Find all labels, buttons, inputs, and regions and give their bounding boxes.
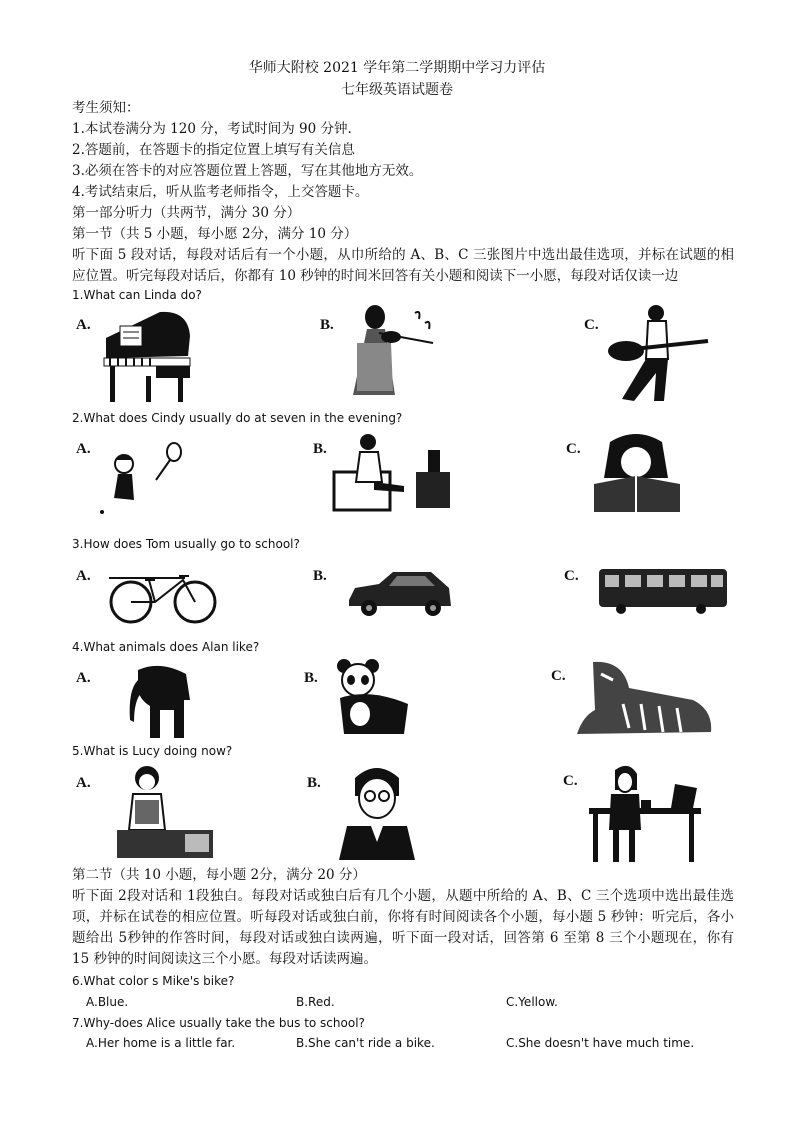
option-label: C. (566, 441, 581, 457)
car-icon (345, 570, 455, 618)
choice-a: A.Her home is a little far. (86, 1036, 236, 1050)
question-6: 6.What color s Mike's bike? (72, 974, 235, 988)
choice-c: C.Yellow. (506, 995, 558, 1009)
reading-book-icon (590, 432, 685, 512)
elephant-icon (120, 660, 195, 740)
violin-player-icon (345, 303, 440, 398)
option-label: C. (551, 668, 566, 684)
choice-c: C.She doesn't have much time. (506, 1036, 695, 1050)
option-label: A. (76, 775, 91, 791)
part1-heading: 第一部分听力（共两节，满分 30 分） (72, 205, 301, 221)
option-label: A. (76, 441, 91, 457)
option-label: B. (313, 568, 327, 584)
option-label: B. (304, 670, 318, 686)
notice-heading: 考生须知： (72, 100, 140, 116)
option-label: A. (76, 317, 91, 333)
question-2: 2.What does Cindy usually do at seven in the evening? (72, 411, 403, 425)
question-1: 1.What can Linda do? (72, 288, 202, 302)
piano-icon (100, 308, 192, 403)
question-3: 3.How does Tom usually go to school? (72, 537, 300, 551)
question-4: 4.What animals does Alan like? (72, 640, 260, 654)
notice-item: 2.答题前，在答题卡的指定位置上填写有关信息 (72, 142, 355, 158)
exam-title: 华师大附校 2021 学年第二学期期中学习力评估 (248, 60, 546, 76)
section1-instructions: 听下面 5 段对话，每段对话后有一个小题，从巾所给的 A、B、C 三张图片中选出最佳选项，并标在试题的相应位置。听完每段对话后，你都有 10 秒钟的时间米回答有关小题和阅读下一小愿，每段对话仅读一边 (72, 247, 734, 284)
option-label: A. (76, 670, 91, 686)
option-label: B. (320, 317, 334, 333)
bus-icon (597, 565, 730, 615)
bicycle-icon (105, 572, 220, 624)
watching-tv-icon (330, 432, 452, 512)
option-label: C. (564, 568, 579, 584)
washing-dishes-icon (115, 764, 215, 862)
option-label: B. (313, 441, 327, 457)
badminton-icon (96, 440, 191, 518)
exam-subtitle: 七年级英语试题卷 (341, 82, 453, 98)
notice-item: 3.必须在答卡的对应答题位置上答题，写在其他地方无效。 (72, 163, 423, 179)
option-label: B. (307, 775, 321, 791)
guitar-player-icon (604, 303, 710, 403)
choice-a: A.Blue. (86, 995, 129, 1009)
option-label: C. (584, 317, 599, 333)
using-laptop-icon (585, 760, 703, 864)
man-with-glasses-icon (333, 762, 423, 862)
option-label: A. (76, 568, 91, 584)
option-label: C. (563, 773, 578, 789)
section2-instructions: 听下面 2段对话和 1段独白。每段对话或独白后有几个小题，从题中所给的 A、B、C 三个选项中选出最佳选项，并标在试卷的相应位置。听每段对话或独白前，你将有时间阅读各个小题，每小题 5 秒钟：听完后，各小题给出 5秒钟的作答时间，每段对话或独白读两遍，听下面一段对话，回答第 6 至第 8 三个小题现在，你有 15 秒钟的时间阅读这三个小愿。每段对话读两遍。 (72, 888, 734, 967)
notice-item: 1.本试卷满分为 120 分，考试时间为 90 分钟. (72, 121, 352, 137)
notice-item: 4.考试结束后，听从监考老师指令，上交答题卡。 (72, 184, 369, 200)
choice-b: B.She can't ride a bike. (296, 1036, 435, 1050)
question-7: 7.Why-does Alice usually take the bus to school? (72, 1016, 365, 1030)
tiger-icon (573, 660, 715, 736)
question-5: 5.What is Lucy doing now? (72, 744, 233, 758)
choice-b: B.Red. (296, 995, 335, 1009)
panda-icon (330, 658, 410, 738)
section1-heading: 第一节（共 5 小题，每小愿 2分，满分 10 分） (72, 226, 358, 242)
section2-heading: 第二节（共 10 小题，每小题 2分，满分 20 分） (72, 867, 366, 883)
